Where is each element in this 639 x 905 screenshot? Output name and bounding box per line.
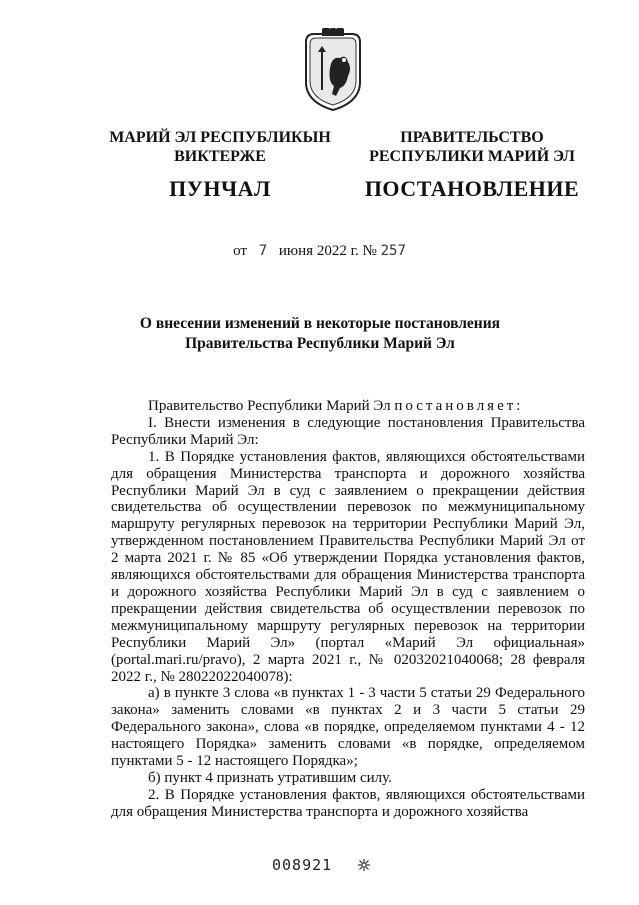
body-paragraph-1: I. Внести изменения в следующие постановления Правительства Республики Марий Эл: xyxy=(111,414,585,448)
subject-line1: О внесении изменений в некоторые постановления xyxy=(139,315,501,332)
asterisk-mark-icon xyxy=(357,858,371,872)
body-paragraph-5: 2. В Порядке установления фактов, являющихся обстоятельствами для обращения Министерства транспорта и дорожного хозяйства xyxy=(111,786,585,820)
date-line xyxy=(0,243,639,260)
serial-number-stamp: 008921 xyxy=(272,856,333,874)
header-right-block xyxy=(356,128,588,166)
header-left-line1: МАРИЙ ЭЛ РЕСПУБЛИКЫН xyxy=(109,129,331,146)
date-prefix: от xyxy=(233,243,247,259)
header-right-line2: РЕСПУБЛИКИ МАРИЙ ЭЛ xyxy=(369,148,575,165)
document-number: 257 xyxy=(380,243,406,259)
header-left-title: ПУНЧАЛ xyxy=(169,176,271,201)
header-left-block xyxy=(102,128,338,166)
body-paragraph-2: 1. В Порядке установления фактов, являющихся обстоятельствами для обращения Министерства транспорта и дорожного хозяйства Республики Марий Эл в суд с заявлением о прекращении действия свидетельства об осуществлении перевозок по межмуниципальному маршруту регулярных перевозок на территории Республики Марий Эл, утвержденном постановлением Правительства Республики Марий Эл от 2 марта 2021 г. № 85 «Об утверждении Порядка установления фактов, являющихся обстоятельствами для обращения Министерства транспорта и дорожного хозяйства Республики Марий Эл в суд с заявлением о прекращении действия свидетельства об осуществлении перевозок по межмуниципальному маршруту регулярных перевозок на территории Республики Марий Эл» (портал «Марий Эл официальная» (portal.mari.ru/pravo), 2 марта 2021 г., № 02032021040068; 28 февраля 2022 г., № 28022022040078): xyxy=(111,448,585,685)
body-paragraph-3: а) в пункте 3 слова «в пунктах 1 - 3 части 5 статьи 29 Федерального закона» заменить словами «в пунктах 2 и 3 части 5 статьи 29 Федерального закона», слова «в порядке, определяемом пунктами 4 - 12 настоящего Порядка» заменить словами «в порядке, определяемом пунктами 5 - 12 настоящего Порядка»; xyxy=(111,685,585,770)
date-month-year: июня 2022 г. № xyxy=(278,243,377,259)
subject-line2: Правительства Республики Марий Эл xyxy=(185,335,455,352)
document-body xyxy=(111,398,585,821)
header-left-line2: ВИКТЕРЖЕ xyxy=(174,148,266,165)
body-paragraph-4: б) пункт 4 признать утратившим силу. xyxy=(148,769,392,786)
body-intro-decree: постановляет: xyxy=(394,398,524,414)
header-right-line1: ПРАВИТЕЛЬСТВО xyxy=(400,129,544,146)
coat-of-arms-emblem xyxy=(300,28,366,114)
body-intro xyxy=(111,398,585,415)
document-subject xyxy=(110,314,530,354)
body-intro-start: Правительство Республики Марий Эл xyxy=(148,398,391,414)
date-day: 7 xyxy=(258,243,268,259)
header-right-title: ПОСТАНОВЛЕНИЕ xyxy=(364,176,580,201)
